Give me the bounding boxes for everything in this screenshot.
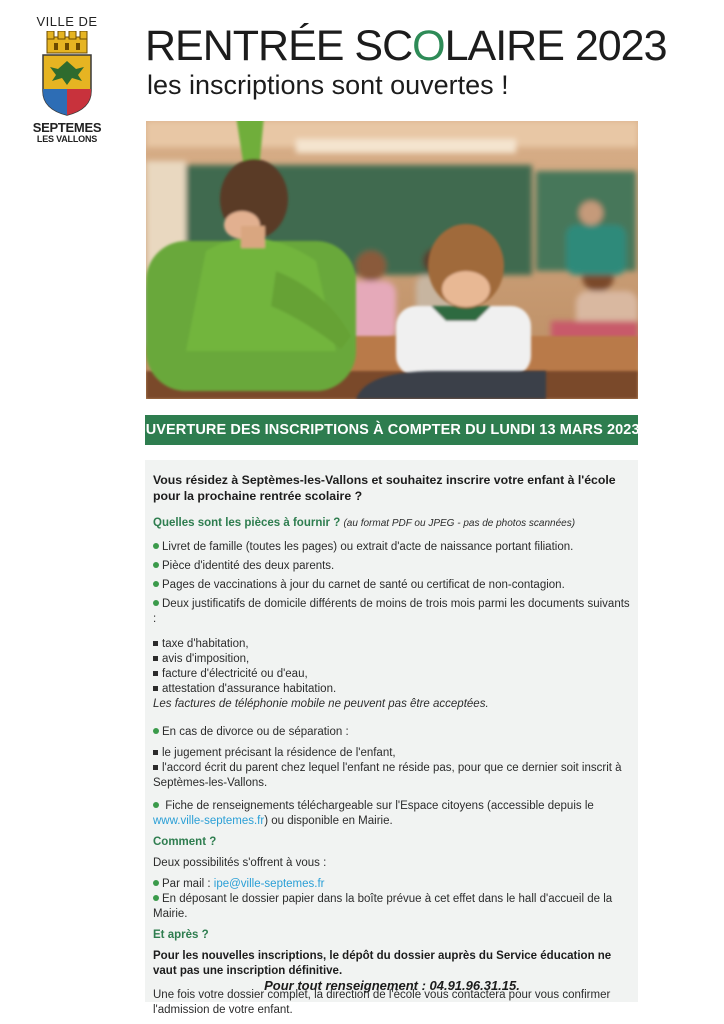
bullet-icon (153, 543, 159, 549)
list-item: Pièce d'identité des deux parents. (153, 559, 631, 574)
bullet-icon (153, 802, 159, 808)
list-item: Livret de famille (toutes les pages) ou extrait d'acte de naissance portant filiation. (153, 540, 631, 555)
logo-name-line1: SEPTEMES (32, 120, 102, 135)
divorce-intro: En cas de divorce ou de séparation : (153, 725, 631, 740)
city-logo (28, 14, 106, 144)
email-link[interactable]: ipe@ville-septemes.fr (213, 878, 325, 890)
page-subtitle: les inscriptions sont ouvertes ! (147, 70, 509, 100)
bullet-icon (153, 600, 159, 606)
bullet-icon (153, 581, 159, 587)
fiche-item: Fiche de renseignements téléchargeable sur l'Espace citoyens (accessible depuis le www.ville-septemes.fr) ou disponible en Mairie. (153, 800, 594, 827)
list-item: taxe d'habitation, (153, 637, 631, 652)
square-bullet-icon (153, 656, 158, 661)
bullet-icon (153, 895, 159, 901)
classroom-photo (146, 121, 638, 399)
square-bullet-icon (153, 750, 158, 755)
title-o: O (412, 22, 445, 70)
website-link[interactable]: www.ville-septemes.fr (153, 815, 265, 827)
logo-name-line2: LES VALLONS (36, 134, 98, 144)
comment-heading: Comment ? (153, 836, 217, 848)
domicile-list (153, 637, 631, 712)
square-bullet-icon (153, 765, 158, 770)
after-bold-text: Pour les nouvelles inscriptions, le dépôt du dossier auprès du Service éducation ne vaut pas une inscription définitive. (153, 950, 612, 977)
list-item: Deux justificatifs de domicile différents de moins de trois mois parmi les documents suivants : (153, 598, 630, 625)
registration-banner: OUVERTURE DES INSCRIPTIONS À COMPTER DU LUNDI 13 MARS 2023 ! (145, 415, 638, 445)
square-bullet-icon (153, 686, 158, 691)
pieces-heading: Quelles sont les pièces à fournir ? (153, 517, 341, 529)
list-item: Pages de vaccinations à jour du carnet de santé ou certificat de non-contagion. (153, 578, 631, 593)
after-heading: Et après ? (153, 929, 209, 941)
mail-item: Par mail : ipe@ville-septemes.fr (153, 877, 631, 892)
lead-question: Vous résidez à Septèmes-les-Vallons et souhaitez inscrire votre enfant à l'école pour la prochaine rentrée scolaire ? (153, 473, 616, 503)
list-item: le jugement précisant la résidence de l'enfant, (153, 746, 631, 761)
logo-top-text: VILLE DE (36, 14, 98, 29)
coat-of-arms-icon (38, 31, 96, 117)
pieces-heading-line (153, 516, 631, 531)
page-title (145, 22, 667, 70)
bullet-icon (153, 562, 159, 568)
list-item: facture d'électricité ou d'eau, (153, 667, 631, 682)
bullet-icon (153, 728, 159, 734)
pieces-note: (au format PDF ou JPEG - pas de photos scannées) (343, 518, 576, 529)
contact-line: Pour tout renseignement : 04.91.96.31.15. (264, 978, 520, 993)
after-text: Une fois votre dossier complet, la direction de l'école vous contactera pour vous confirmer l'admission de votre enfant. (153, 989, 611, 1016)
divorce-list (153, 746, 631, 791)
list-item: attestation d'assurance habitation. (153, 682, 631, 697)
info-box (145, 460, 638, 1016)
square-bullet-icon (153, 641, 158, 646)
mobile-note: Les factures de téléphonie mobile ne peuvent pas être acceptées. (153, 698, 489, 710)
list-item: l'accord écrit du parent chez lequel l'enfant ne réside pas, pour que ce dernier soit inscrit à Septèmes-les-Vallons. (153, 762, 622, 789)
title-part1: RENTRÉE SC (145, 22, 413, 70)
pieces-list (153, 540, 631, 627)
deposit-item: En déposant le dossier papier dans la boîte prévue à cet effet dans le hall d'accueil de la Mairie. (153, 893, 613, 920)
bullet-icon (153, 880, 159, 886)
comment-intro: Deux possibilités s'offrent à vous : (153, 857, 327, 869)
square-bullet-icon (153, 671, 158, 676)
title-part2: LAIRE 2023 (444, 22, 667, 70)
list-item: avis d'imposition, (153, 652, 631, 667)
